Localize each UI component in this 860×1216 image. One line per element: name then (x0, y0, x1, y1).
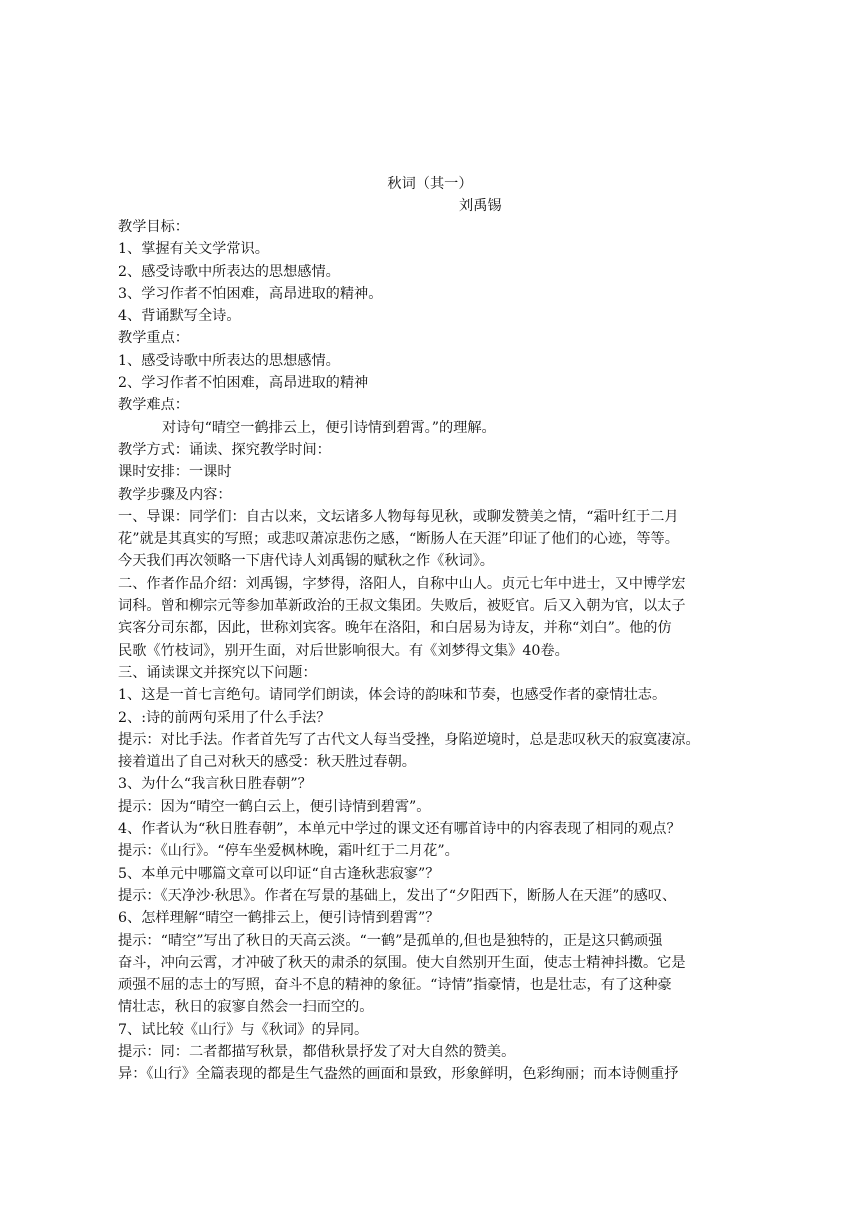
text-line: 花”就是其真实的写照；或悲叹萧凉悲伤之感，“断肠人在天涯”印证了他们的心迹，等等。 (118, 531, 679, 548)
document-body (118, 216, 744, 1086)
text-line: 二、作者作品介绍：刘禹锡，字梦得，洛阳人，自称中山人。贞元七年中进士，又中博学宏 (118, 575, 686, 592)
text-line: 3、学习作者不怕困难，高昂进取的精神。 (118, 285, 383, 302)
text-line: 课时安排：一课时 (118, 464, 232, 481)
text-line: 提示：对比手法。作者首先写了古代文人每当受挫，身陷逆境时，总是悲叹秋天的寂寞凄凉。 (118, 731, 700, 748)
document-author: 刘禹锡 (459, 198, 502, 214)
text-line: 民歌《竹枝词》，别开生面，对后世影响很大。有《刘梦得文集》40卷。 (118, 642, 569, 659)
text-line: 6、怎样理解“晴空一鹤排云上，便引诗情到碧霄”？ (118, 910, 440, 927)
text-line: 2、:诗的前两句采用了什么手法？ (118, 709, 331, 726)
text-line: 教学目标： (118, 219, 189, 235)
text-line: 7、试比较《山行》与《秋词》的异同。 (118, 1021, 369, 1038)
text-line: 3、为什么“我言秋日胜春朝”？ (118, 776, 312, 793)
text-line: 奋斗，冲向云霄，才冲破了秋天的肃杀的氛围。使大自然别开生面，使志士精神抖擞。它是 (118, 954, 686, 971)
text-line: 1、掌握有关文学常识。 (118, 241, 269, 258)
text-line: 今天我们再次领略一下唐代诗人刘禹锡的赋秋之作《秋词》。 (118, 553, 494, 570)
text-line: 对诗句“晴空一鹤排云上，便引诗情到碧霄。”的理解。 (162, 419, 496, 436)
text-line: 教学重点： (118, 330, 189, 347)
text-line: 异：《山行》全篇表现的都是生气盎然的画面和景致，形象鲜明，色彩绚丽；而本诗侧重抒 (118, 1066, 679, 1083)
text-line: 情壮志，秋日的寂寥自然会一扫而空的。 (118, 999, 374, 1016)
text-line: 1、这是一首七言绝句。请同学们朗读，体会诗的韵味和节奏，也感受作者的豪情壮志。 (118, 687, 667, 704)
text-line: 一、导课：同学们：自古以来，文坛诸多人物每每见秋，或聊发赞美之情，“霜叶红于二月 (118, 508, 679, 525)
text-line: 接着道出了自己对秋天的感受：秋天胜过春朝。 (118, 754, 416, 771)
text-line: 三、诵读课文并探究以下问题： (118, 664, 317, 681)
text-line: 教学步骤及内容： (118, 486, 232, 503)
text-line: 5、本单元中哪篇文章可以印证“自古逢秋悲寂寥”？ (118, 865, 440, 882)
text-line: 提示：《天净沙·秋思》。作者在写景的基础上，发出了“夕阳西下，断肠人在天涯”的感叹、 (118, 887, 677, 904)
text-line: 顽强不屈的志士的写照，奋斗不息的精神的象征。“诗情”指豪情，也是壮志，有了这种豪 (118, 977, 672, 994)
text-line: 提示：《山行》。“停车坐爱枫林晚，霜叶红于二月花”。 (118, 843, 459, 860)
text-line: 提示：同：二者都描写秋景，都借秋景抒发了对大自然的赞美。 (118, 1043, 516, 1060)
text-line: 2、学习作者不怕困难，高昂进取的精神 (118, 375, 369, 392)
text-line: 4、作者认为“秋日胜春朝”，本单元中学过的课文还有哪首诗中的内容表现了相同的观点？ (118, 821, 681, 838)
text-line: 宾客分司东都，因此，世称刘宾客。晚年在洛阳，和白居易为诗友，并称“刘白”。他的仿 (118, 620, 672, 637)
text-line: 1、感受诗歌中所表达的思想感情。 (118, 352, 340, 369)
document-title: 秋词（其一） (387, 176, 473, 192)
text-line: 教学难点： (118, 397, 189, 414)
text-line: 提示：“晴空”写出了秋日的天高云淡。“一鹤”是孤单的,但也是独特的，正是这只鹤顽强 (118, 932, 663, 949)
text-line: 教学方式：诵读、探究教学时间： (118, 441, 331, 458)
text-line: 提示：因为“晴空一鹤白云上，便引诗情到碧霄”。 (118, 798, 431, 815)
text-line: 4、背诵默写全诗。 (118, 308, 241, 325)
text-line: 词科。曾和柳宗元等参加革新政治的王叔文集团。失败后，被贬官。后又入朝为官，以太子 (118, 598, 686, 615)
text-line: 2、感受诗歌中所表达的思想感情。 (118, 263, 340, 280)
